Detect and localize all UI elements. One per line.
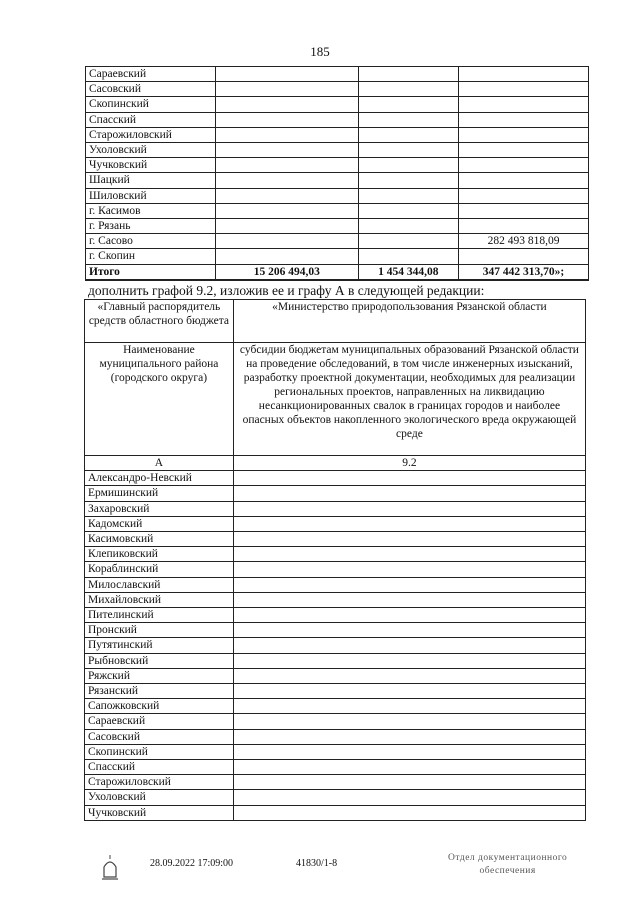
subsidy-value-cell bbox=[233, 760, 585, 775]
table-row bbox=[86, 67, 589, 82]
amount-cell bbox=[216, 203, 359, 218]
amount-cell: 15 206 494,03 bbox=[216, 264, 359, 280]
subsidy-value-cell bbox=[233, 547, 585, 562]
amount-cell: 347 442 313,70»; bbox=[459, 264, 589, 280]
amount-cell bbox=[216, 219, 359, 234]
subsidy-value-cell bbox=[233, 486, 585, 501]
subsidy-value-cell bbox=[233, 729, 585, 744]
column-codes-row bbox=[85, 456, 586, 471]
table-row bbox=[86, 173, 589, 188]
amount-cell bbox=[216, 67, 359, 82]
table-row bbox=[86, 188, 589, 203]
district-name: Ухоловский bbox=[86, 143, 216, 158]
amount-cell bbox=[459, 188, 589, 203]
amount-cell bbox=[358, 82, 458, 97]
subsidy-value-cell bbox=[233, 699, 585, 714]
amount-cell bbox=[358, 127, 458, 142]
table-row bbox=[85, 744, 586, 759]
district-name: Михайловский bbox=[85, 592, 234, 607]
subsidy-value-cell bbox=[233, 608, 585, 623]
amount-cell bbox=[459, 143, 589, 158]
district-name: Спасский bbox=[86, 112, 216, 127]
table-row bbox=[85, 653, 586, 668]
table-row bbox=[85, 775, 586, 790]
district-name: Чучковский bbox=[86, 158, 216, 173]
district-name: Сасовский bbox=[85, 729, 234, 744]
subsidy-value-cell bbox=[233, 653, 585, 668]
district-name: Сапожковский bbox=[85, 699, 234, 714]
table-row bbox=[85, 638, 586, 653]
subsidy-value-cell bbox=[233, 623, 585, 638]
amount-cell bbox=[358, 97, 458, 112]
ministry-name: «Министерство природопользования Рязанской области bbox=[233, 300, 585, 343]
subsidy-value-cell bbox=[233, 501, 585, 516]
subsidy-value-cell bbox=[233, 592, 585, 607]
district-name: Скопинский bbox=[85, 744, 234, 759]
amount-cell bbox=[216, 188, 359, 203]
subsidy-value-cell bbox=[233, 638, 585, 653]
amount-cell bbox=[459, 82, 589, 97]
table-row bbox=[85, 516, 586, 531]
amount-cell bbox=[459, 97, 589, 112]
district-name: Милославский bbox=[85, 577, 234, 592]
subsidy-column-table bbox=[84, 299, 586, 821]
header-row-description bbox=[85, 343, 586, 456]
amount-cell bbox=[459, 173, 589, 188]
district-name: Кораблинский bbox=[85, 562, 234, 577]
department-stamp bbox=[448, 852, 567, 878]
amount-cell bbox=[459, 158, 589, 173]
amount-cell bbox=[216, 82, 359, 97]
subsidy-value-cell bbox=[233, 471, 585, 486]
table-row bbox=[85, 501, 586, 516]
district-name: г. Касимов bbox=[86, 203, 216, 218]
amount-cell bbox=[216, 127, 359, 142]
district-name: Скопинский bbox=[86, 97, 216, 112]
table-row bbox=[85, 684, 586, 699]
district-name: г. Рязань bbox=[86, 219, 216, 234]
district-name: Сараевский bbox=[86, 67, 216, 82]
amount-cell bbox=[459, 203, 589, 218]
amount-cell bbox=[358, 143, 458, 158]
subsidy-value-cell bbox=[233, 532, 585, 547]
district-name: Александро-Невский bbox=[85, 471, 234, 486]
amount-cell bbox=[459, 249, 589, 264]
district-name: Захаровский bbox=[85, 501, 234, 516]
district-name: Шиловский bbox=[86, 188, 216, 203]
amount-cell bbox=[358, 158, 458, 173]
table-row bbox=[86, 158, 589, 173]
district-name: г. Сасово bbox=[86, 234, 216, 249]
amount-cell bbox=[216, 173, 359, 188]
amount-cell bbox=[358, 234, 458, 249]
footer-datetime: 28.09.2022 17:09:00 bbox=[150, 858, 234, 869]
amount-cell bbox=[459, 127, 589, 142]
table-row bbox=[86, 97, 589, 112]
table-row bbox=[86, 219, 589, 234]
district-name: Кадомский bbox=[85, 516, 234, 531]
amount-cell bbox=[358, 112, 458, 127]
amount-cell bbox=[216, 249, 359, 264]
district-name: Сараевский bbox=[85, 714, 234, 729]
emblem-icon bbox=[98, 853, 122, 883]
district-name: Клепиковский bbox=[85, 547, 234, 562]
table-row bbox=[85, 699, 586, 714]
amendment-text: дополнить графой 9.2, изложив ее и графу А в следующей редакции: bbox=[88, 283, 485, 298]
amount-cell bbox=[216, 97, 359, 112]
amount-cell bbox=[358, 203, 458, 218]
subsidy-value-cell bbox=[233, 684, 585, 699]
amount-cell bbox=[358, 249, 458, 264]
amount-cell: 282 493 818,09 bbox=[459, 234, 589, 249]
district-name: Касимовский bbox=[85, 532, 234, 547]
district-name: Сасовский bbox=[86, 82, 216, 97]
amount-cell bbox=[216, 158, 359, 173]
district-name: Ермишинский bbox=[85, 486, 234, 501]
table-row bbox=[85, 608, 586, 623]
amount-cell bbox=[358, 188, 458, 203]
table-row bbox=[85, 668, 586, 683]
district-name: Старожиловский bbox=[85, 775, 234, 790]
header-row-distributor bbox=[85, 300, 586, 343]
column-code-a: А bbox=[85, 456, 234, 471]
amount-cell bbox=[358, 173, 458, 188]
subsidy-value-cell bbox=[233, 562, 585, 577]
table-row bbox=[85, 592, 586, 607]
subsidy-value-cell bbox=[233, 668, 585, 683]
total-row bbox=[86, 264, 589, 280]
district-name: Итого bbox=[86, 264, 216, 280]
district-name: Шацкий bbox=[86, 173, 216, 188]
district-name: Путятинский bbox=[85, 638, 234, 653]
district-totals-table bbox=[85, 66, 589, 281]
amount-cell bbox=[358, 219, 458, 234]
table-row bbox=[85, 623, 586, 638]
district-name: Ряжский bbox=[85, 668, 234, 683]
table-row bbox=[86, 112, 589, 127]
district-name-label: Наименование муниципального района (городского округа) bbox=[85, 343, 234, 456]
stamp-line-1: Отдел документационного bbox=[448, 853, 568, 863]
district-name: Чучковский bbox=[85, 805, 234, 820]
table-row bbox=[85, 532, 586, 547]
table-row bbox=[85, 805, 586, 820]
amount-cell bbox=[216, 143, 359, 158]
table-row bbox=[85, 562, 586, 577]
subsidy-value-cell bbox=[233, 714, 585, 729]
table-row bbox=[85, 547, 586, 562]
amount-cell bbox=[216, 112, 359, 127]
table-row bbox=[86, 143, 589, 158]
district-name: г. Скопин bbox=[86, 249, 216, 264]
table-row bbox=[85, 790, 586, 805]
table-row bbox=[85, 729, 586, 744]
table-row bbox=[85, 577, 586, 592]
district-name: Старожиловский bbox=[86, 127, 216, 142]
page-number: 185 bbox=[310, 44, 330, 59]
district-name: Рыбновский bbox=[85, 653, 234, 668]
footer-doc-number: 41830/1-8 bbox=[296, 858, 338, 869]
table-row bbox=[86, 234, 589, 249]
district-name: Ухоловский bbox=[85, 790, 234, 805]
subsidy-value-cell bbox=[233, 744, 585, 759]
subsidy-description: субсидии бюджетам муниципальных образований Рязанской области на проведение обследований, в том числе инженерных изысканий, разработку проектной документации, необходимых для реализации региональных проектов, направленных на ликвидацию несанкционированных свалок в границах городов и наиболее опасных объектов накопленного экологического вреда окружающей среде bbox=[233, 343, 585, 456]
subsidy-value-cell bbox=[233, 805, 585, 820]
subsidy-value-cell bbox=[233, 790, 585, 805]
table-row bbox=[85, 714, 586, 729]
amount-cell bbox=[459, 112, 589, 127]
amount-cell bbox=[459, 219, 589, 234]
table-row bbox=[86, 82, 589, 97]
table-row bbox=[86, 249, 589, 264]
subsidy-value-cell bbox=[233, 775, 585, 790]
table-row bbox=[85, 471, 586, 486]
stamp-line-2: обеспечения bbox=[479, 866, 536, 876]
amount-cell: 1 454 344,08 bbox=[358, 264, 458, 280]
district-name: Рязанский bbox=[85, 684, 234, 699]
table-row bbox=[85, 760, 586, 775]
distributor-label: «Главный распорядитель средств областного бюджета bbox=[85, 300, 234, 343]
district-name: Пителинский bbox=[85, 608, 234, 623]
amount-cell bbox=[358, 67, 458, 82]
table-row bbox=[85, 486, 586, 501]
subsidy-value-cell bbox=[233, 577, 585, 592]
amount-cell bbox=[459, 67, 589, 82]
table-row bbox=[86, 203, 589, 218]
column-code-9-2: 9.2 bbox=[233, 456, 585, 471]
district-name: Спасский bbox=[85, 760, 234, 775]
subsidy-value-cell bbox=[233, 516, 585, 531]
amount-cell bbox=[216, 234, 359, 249]
table-row bbox=[86, 127, 589, 142]
district-name: Пронский bbox=[85, 623, 234, 638]
